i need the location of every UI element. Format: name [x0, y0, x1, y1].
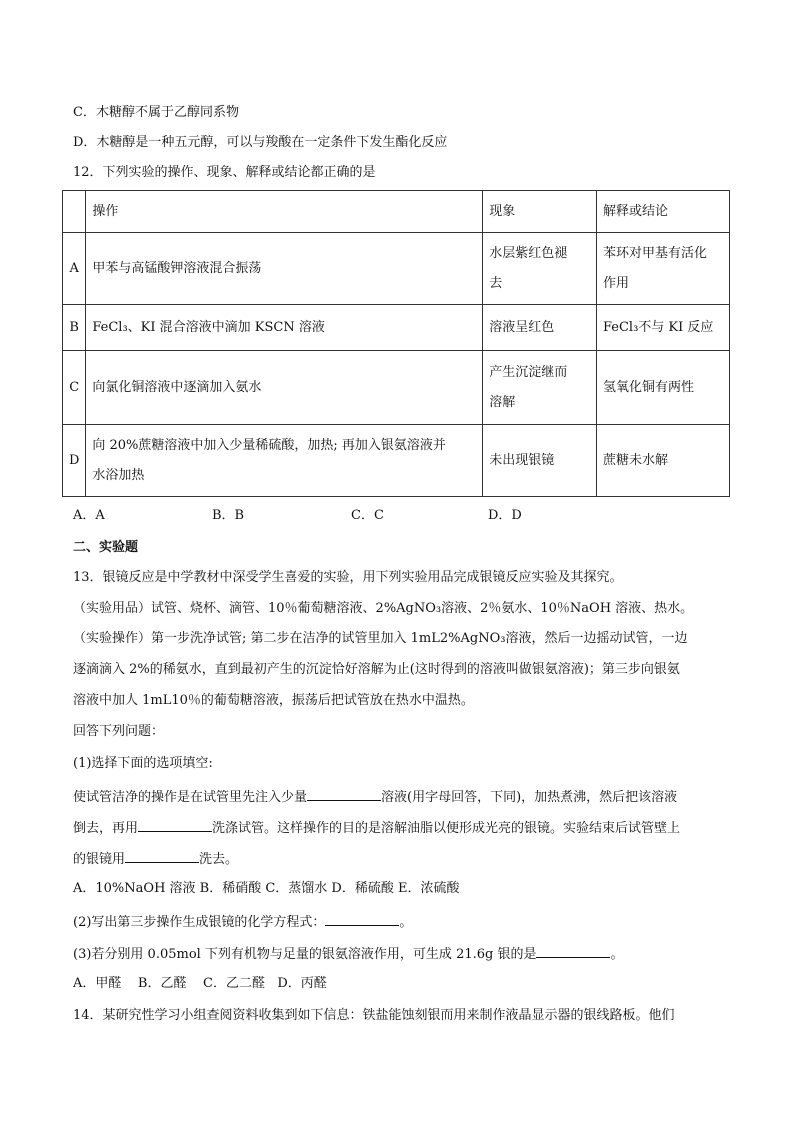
q13-operations-1: （实验操作）第一步洗净试管; 第二步在洁净的试管里加入 1mL2%AgNO₃溶液，然后一边摇动试管，一边	[73, 631, 688, 646]
answer-blank[interactable]	[325, 912, 399, 926]
q13-part1-title: (1)选择下面的选项填空:	[73, 756, 213, 771]
answer-blank[interactable]	[138, 818, 212, 832]
q13-answer-prompt: 回答下列问题：	[73, 724, 165, 739]
table-header-row	[63, 191, 730, 233]
q13-materials: （实验用品）试管、烧杯、滴管、10％葡萄糖溶液、2%AgNO₃溶液、2％氨水、10％NaOH 溶液、热水。	[73, 601, 694, 616]
q13-part1-line2: 倒去，再用 洗涤试管。这样操作的目的是溶解油脂以便形成光亮的银镜。实验结束后试管壁上	[73, 818, 680, 838]
q11-option-c: C．木糖醇不属于乙醇同系物	[73, 105, 239, 120]
row-conclusion: 氢氧化铜有两性	[596, 351, 729, 425]
row-phenomenon: 未出现银镜	[483, 425, 597, 497]
table-header-op: 操作	[86, 191, 483, 233]
q12-stem: 12．下列实验的操作、现象、解释或结论都正确的是	[73, 165, 376, 180]
q13-part3: (3)若分别用 0.05mol 下列有机物与足量的银氨溶液作用，可生成 21.6g 银的是 。	[73, 944, 623, 964]
row-op: 向氯化铜溶液中逐滴加入氨水	[86, 351, 483, 425]
table-row	[63, 351, 730, 425]
choice-c[interactable]: C．C	[351, 508, 384, 523]
row-phenomenon: 产生沉淀继而 溶解	[483, 351, 597, 425]
row-conclusion: FeCl₃不与 KI 反应	[596, 305, 729, 351]
q13-part3-options: A．甲醛 B．乙醛 C．乙二醛 D．丙醛	[73, 976, 327, 991]
q12-choices	[73, 507, 522, 525]
q14-stem: 14．某研究性学习小组查阅资料收集到如下信息：铁盐能蚀刻银而用来制作液晶显示器的银线路板。他们	[73, 1008, 675, 1023]
q13-stem: 13．银镜反应是中学教材中深受学生喜爱的实验，用下列实验用品完成银镜反应实验及其探究。	[73, 570, 623, 585]
row-label: C	[63, 351, 86, 425]
row-op: FeCl₃、KI 混合溶液中滴加 KSCN 溶液	[86, 305, 483, 351]
section-title: 二、实验题	[73, 540, 139, 555]
row-phenomenon: 溶液呈红色	[483, 305, 597, 351]
row-phenomenon: 水层紫红色褪 去	[483, 233, 597, 305]
choice-d[interactable]: D．D	[488, 508, 522, 523]
table-row	[63, 425, 730, 497]
answer-blank[interactable]	[125, 849, 199, 863]
q13-operations-3: 溶液中加人 1mL10％的葡萄糖溶液，振荡后把试管放在热水中温热。	[73, 693, 474, 708]
q11-option-d: D．木糖醇是一种五元醇，可以与羧酸在一定条件下发生酯化反应	[73, 135, 448, 150]
q13-part1-line3: 的银镜用 洗去。	[73, 849, 238, 869]
table-header-conclusion: 解释或结论	[596, 191, 729, 233]
row-label: D	[63, 425, 86, 497]
row-op: 甲苯与高锰酸钾溶液混合振荡	[86, 233, 483, 305]
row-conclusion: 蔗糖未水解	[596, 425, 729, 497]
answer-blank[interactable]	[307, 787, 381, 801]
table-row	[63, 233, 730, 305]
row-op: 向 20%蔗糖溶液中加入少量稀硫酸，加热; 再加入银氨溶液并 水浴加热	[86, 425, 483, 497]
table-row	[63, 305, 730, 351]
q13-operations-2: 逐滴滴入 2%的稀氨水，直到最初产生的沉淀恰好溶解为止(这时得到的溶液叫做银氨溶液)；第三步向银氨	[73, 662, 680, 677]
q13-part2: (2)写出第三步操作生成银镜的化学方程式： 。	[73, 912, 412, 932]
table-header-phenomenon: 现象	[483, 191, 597, 233]
row-label: B	[63, 305, 86, 351]
table-cell	[63, 191, 86, 233]
answer-blank[interactable]	[536, 944, 610, 958]
q13-part1-options: A．10%NaOH 溶液 B．稀硝酸 C．蒸馏水 D．稀硫酸 E．浓硫酸	[73, 881, 460, 896]
q13-part1-line1: 使试管洁净的操作是在试管里先注入少量 溶液(用字母回答，下同)，加热煮沸，然后把该溶液	[73, 787, 677, 807]
choice-a[interactable]: A．A	[73, 508, 105, 523]
row-conclusion: 苯环对甲基有活化 作用	[596, 233, 729, 305]
row-label: A	[63, 233, 86, 305]
choice-b[interactable]: B．B	[212, 508, 245, 523]
q12-table	[62, 190, 730, 497]
